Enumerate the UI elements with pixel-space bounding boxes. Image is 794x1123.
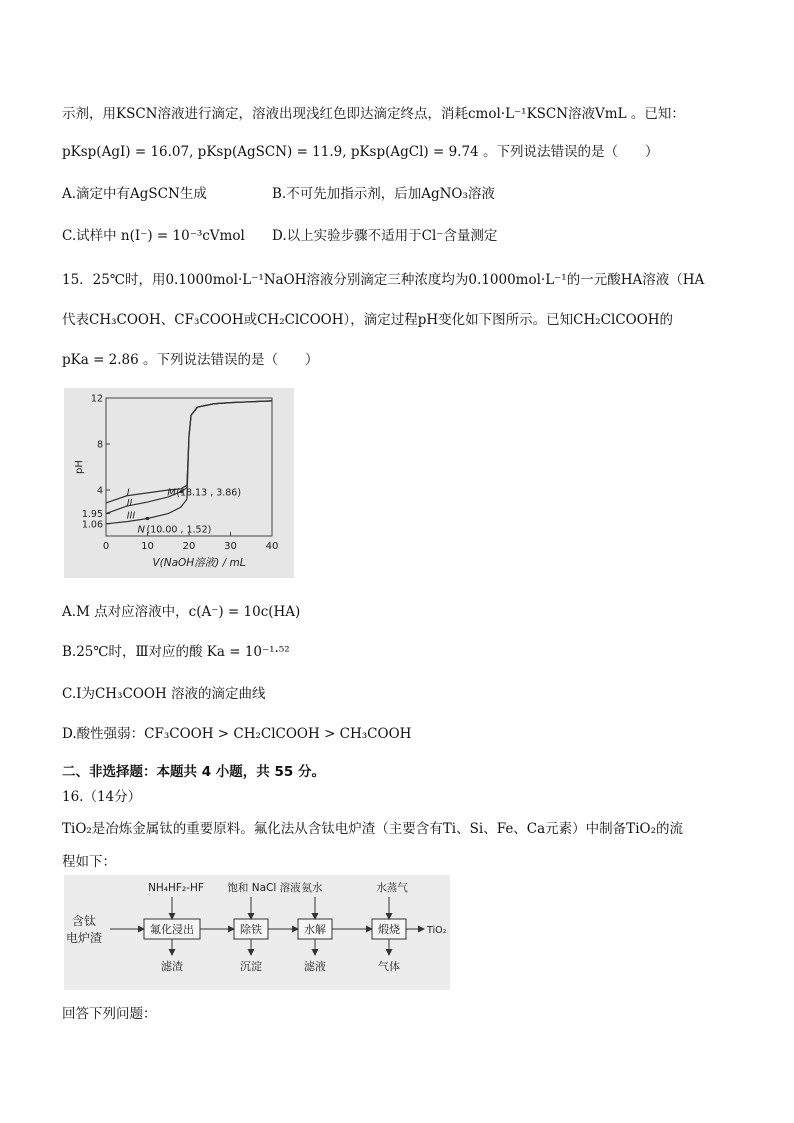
flow-output-label: 滤液 <box>304 960 326 973</box>
question-15-option-c: C.Ⅰ为CH₃COOH 溶液的滴定曲线 <box>62 686 266 702</box>
flow-output-label: 沉淀 <box>240 960 262 973</box>
y-axis-label: pH <box>74 460 85 474</box>
curve-label-I: I <box>126 487 130 499</box>
option-a-prev: A.滴定中有AgSCN生成 <box>62 186 207 202</box>
question-16-line-2: 程如下： <box>62 854 116 870</box>
flow-step-label: 水解 <box>304 923 326 936</box>
point-coords-M: (18.13 , 3.86) <box>176 487 242 499</box>
titration-chart <box>64 388 294 578</box>
flow-step-label: 除铁 <box>240 923 262 936</box>
question-15-line-3: pKa = 2.86 。下列说法错误的是（ ） <box>62 352 319 368</box>
answer-prompt: 回答下列问题： <box>62 1006 157 1022</box>
point-label-M: M <box>167 487 176 499</box>
curve-label-II: II <box>126 497 133 509</box>
flow-step-label: 煅烧 <box>378 923 400 936</box>
flow-reagent-label: 饱和 NaCl 溶液 <box>227 882 301 894</box>
x-tick-label: 10 <box>141 541 154 552</box>
x-axis-label: V(NaOH溶液) / mL <box>152 557 246 569</box>
flow-reagent-label: NH₄HF₂-HF <box>148 882 204 894</box>
curve-label-III: III <box>126 510 136 522</box>
flow-product-label: TiO₂ <box>427 925 447 936</box>
y-tick-label: 8 <box>96 439 103 451</box>
x-tick-label: 30 <box>224 541 237 552</box>
x-tick-label: 20 <box>182 541 196 552</box>
y-tick-label: 4 <box>96 485 103 497</box>
question-15-option-d: D.酸性强弱：CF₃COOH > CH₂ClCOOH > CH₃COOH <box>62 726 412 742</box>
point-N <box>146 517 149 520</box>
process-flowchart <box>64 875 450 990</box>
y-tick-label: 1.06 <box>81 519 103 531</box>
y-tick-label: 1.95 <box>81 509 103 521</box>
flow-output-label: 气体 <box>378 960 400 973</box>
question-16-heading: 16.（14分） <box>62 789 142 805</box>
option-b-prev: B.不可先加指示剂，后加AgNO₃溶液 <box>272 186 495 202</box>
text-line-1: 示剂，用KSCN溶液进行滴定，溶液出现浅红色即达滴定终点，消耗cmol·L⁻¹KSCN溶液VmL 。已知： <box>62 106 685 122</box>
flow-output-label: 滤渣 <box>161 960 183 973</box>
x-tick-label: 0 <box>102 541 110 552</box>
flow-reagent-label: 氨水 <box>301 882 323 894</box>
y-tick-label: 12 <box>90 393 103 405</box>
option-c-prev: C.试样中 n(I⁻) = 10⁻³cVmol <box>62 228 245 244</box>
question-15-line-1: 15．25℃时，用0.1000mol·L⁻¹NaOH溶液分别滴定三种浓度均为0.1000mol·L⁻¹的一元酸HA溶液（HA <box>62 272 705 288</box>
point-label-N: N <box>137 524 145 536</box>
point-coords-N: (10.00 , 1.52) <box>146 524 212 536</box>
x-tick-label: 40 <box>265 541 279 552</box>
flow-input-label-1: 含钛 <box>72 914 97 928</box>
section-2-heading: 二、非选择题：本题共 4 小题，共 55 分。 <box>62 764 325 780</box>
flow-input-label-2: 电炉渣 <box>66 931 103 945</box>
question-15-line-2: 代表CH₃COOH、CF₃COOH或CH₂ClCOOH），滴定过程pH变化如下图所示。已知CH₂ClCOOH的 <box>62 312 674 328</box>
text-line-ksp: pKsp(AgI) = 16.07, pKsp(AgSCN) = 11.9, pKsp(AgCl) = 9.74 。下列说法错误的是（ ） <box>62 144 659 160</box>
question-16-line-1: TiO₂是冶炼金属钛的重要原料。氟化法从含钛电炉渣（主要含有Ti、Si、Fe、Ca元素）中制备TiO₂的流 <box>62 821 683 837</box>
question-15-option-a: A.M 点对应溶液中，c(A⁻) = 10c(HA) <box>62 604 301 620</box>
question-15-option-b: B.25℃时，Ⅲ对应的酸 Ka = 10⁻¹·⁵² <box>62 644 290 660</box>
flow-step-label: 氟化浸出 <box>150 923 194 936</box>
option-d-prev: D.以上实验步骤不适用于Cl⁻含量测定 <box>272 228 498 244</box>
flow-reagent-label: 水蒸气 <box>376 882 408 894</box>
